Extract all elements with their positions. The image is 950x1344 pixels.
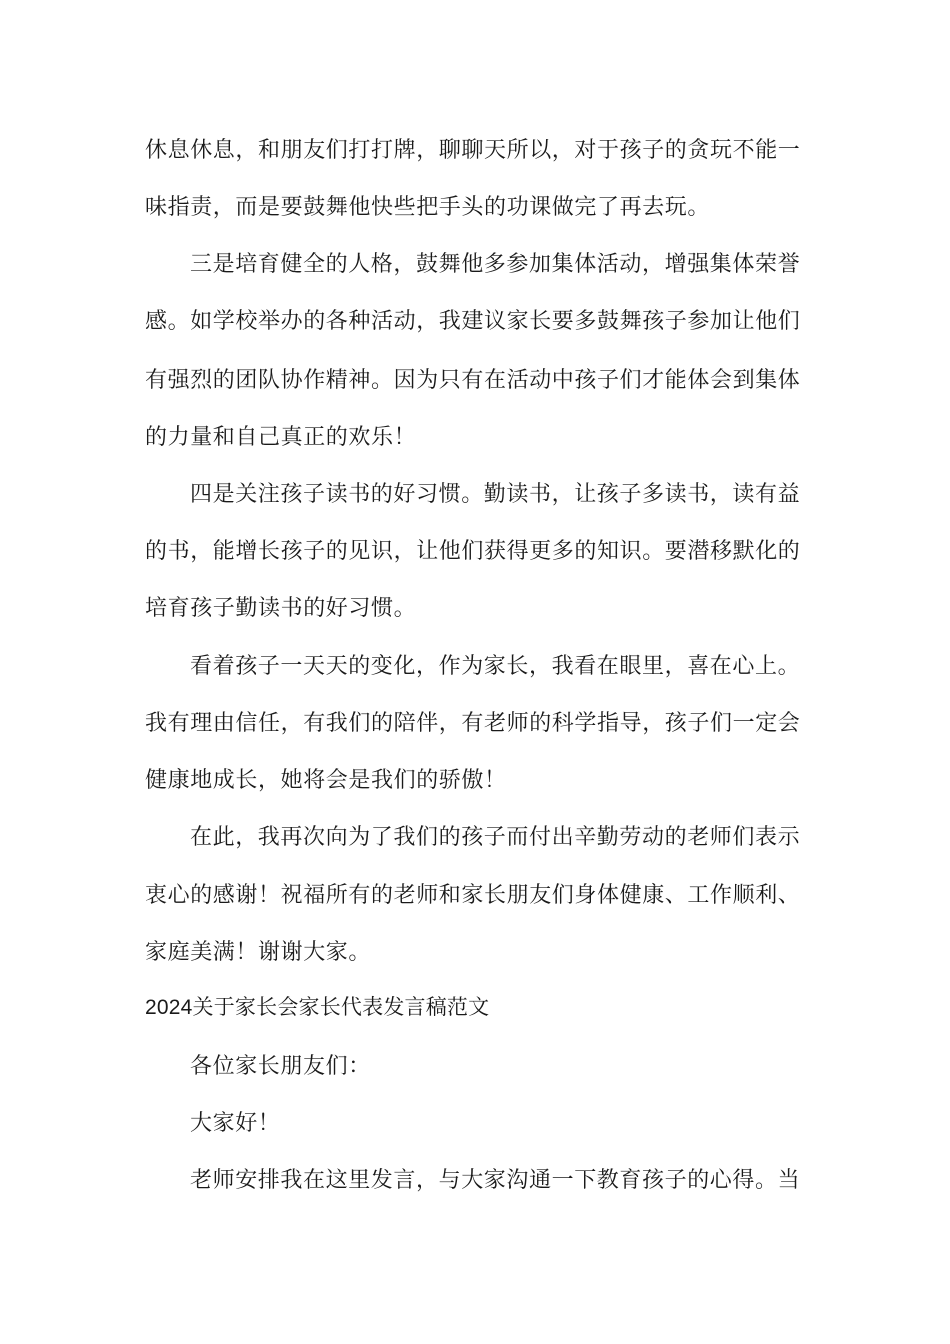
paragraph-line: 三是培育健全的人格，鼓舞他多参加集体活动，增强集体荣誉 <box>190 252 801 277</box>
paragraph-line: 味指责，而是要鼓舞他快些把手头的功课做完了再去玩。 <box>145 195 711 220</box>
greeting: 大家好！ <box>190 1111 281 1136</box>
paragraph-line: 衷心的感谢！祝福所有的老师和家长朋友们身体健康、工作顺利、 <box>145 883 801 908</box>
paragraph-line: 有强烈的团队协作精神。因为只有在活动中孩子们才能体会到集体 <box>145 368 801 393</box>
paragraph-line: 培育孩子勤读书的好习惯。 <box>145 596 417 621</box>
paragraph-line: 老师安排我在这里发言，与大家沟通一下教育孩子的心得。当 <box>190 1168 801 1193</box>
paragraph-line: 我有理由信任，有我们的陪伴，有老师的科学指导，孩子们一定会 <box>145 711 801 736</box>
section-title: 2024关于家长会家长代表发言稿范文 <box>145 996 490 1019</box>
paragraph-line: 感。如学校举办的各种活动，我建议家长要多鼓舞孩子参加让他们 <box>145 309 801 334</box>
paragraph-line: 四是关注孩子读书的好习惯。勤读书，让孩子多读书，读有益 <box>190 482 801 507</box>
paragraph-line: 健康地成长，她将会是我们的骄傲！ <box>145 768 507 793</box>
paragraph-line: 看着孩子一天天的变化，作为家长，我看在眼里，喜在心上。 <box>190 654 801 679</box>
paragraph-line: 的力量和自己真正的欢乐！ <box>145 425 417 450</box>
salutation: 各位家长朋友们： <box>190 1054 371 1079</box>
paragraph-line: 在此，我再次向为了我们的孩子而付出辛勤劳动的老师们表示 <box>190 825 801 850</box>
paragraph-line: 的书，能增长孩子的见识，让他们获得更多的知识。要潜移默化的 <box>145 539 801 564</box>
paragraph-line: 家庭美满！谢谢大家。 <box>145 940 372 965</box>
paragraph-line: 休息休息，和朋友们打打牌，聊聊天所以，对于孩子的贪玩不能一 <box>145 138 801 163</box>
